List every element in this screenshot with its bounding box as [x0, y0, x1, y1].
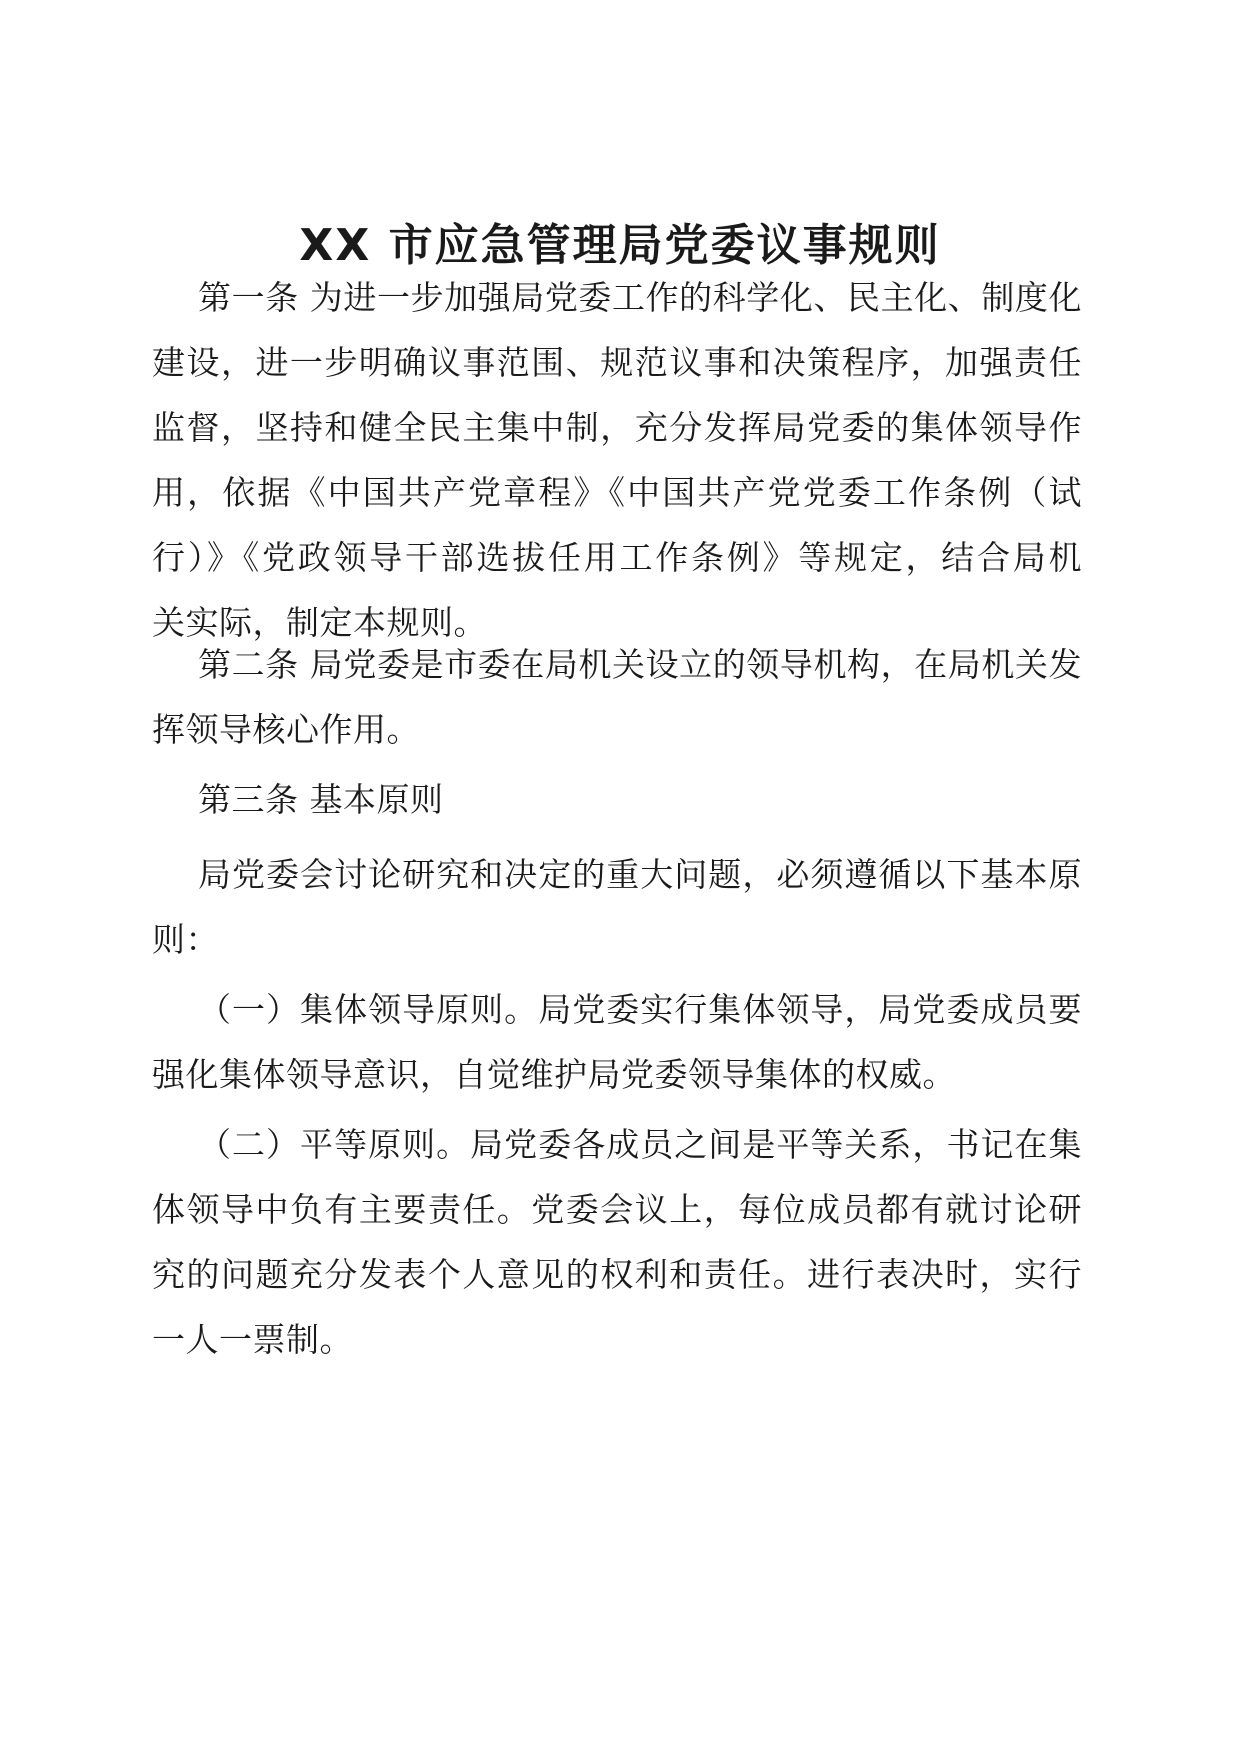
article-2-paragraph — [152, 632, 1082, 762]
article-2-line-2: 挥领导核心作用。 — [152, 710, 420, 749]
article-1-line-5: 行）》《党政领导干部选拔任用工作条例》等规定，结合局机 — [152, 538, 1082, 577]
principles-intro-paragraph — [152, 842, 1082, 972]
article-1-line-1: 第一条 为进一步加强局党委工作的科学化、民主化、制度化 — [198, 278, 1082, 317]
article-1-line-6: 关实际，制定本规则。 — [152, 603, 487, 642]
article-3-heading: 第三条 基本原则 — [198, 780, 444, 819]
principle-2-line-4: 一人一票制。 — [152, 1320, 353, 1359]
intro-line-2: 则： — [152, 920, 219, 959]
article-1-line-2: 建设，进一步明确议事范围、规范议事和决策程序，加强责任 — [152, 343, 1082, 382]
principle-1-line-1: （一）集体领导原则。局党委实行集体领导，局党委成员要 — [198, 990, 1082, 1029]
article-1-line-3: 监督，坚持和健全民主集中制，充分发挥局党委的集体领导作 — [152, 408, 1082, 447]
article-2-line-1: 第二条 局党委是市委在局机关设立的领导机构，在局机关发 — [198, 645, 1082, 684]
document-title: XX 市应急管理局党委议事规则 — [299, 220, 941, 271]
article-1-line-4: 用，依据《中国共产党章程》《中国共产党党委工作条例（试 — [152, 473, 1082, 512]
principle-2-line-3: 究的问题充分发表个人意见的权利和责任。进行表决时，实行 — [152, 1255, 1082, 1294]
principle-2-paragraph — [152, 1112, 1082, 1372]
principle-1-line-2: 强化集体领导意识，自觉维护局党委领导集体的权威。 — [152, 1055, 956, 1094]
principle-1-paragraph — [152, 977, 1082, 1107]
article-1-paragraph — [152, 265, 1082, 655]
principle-2-line-1: （二）平等原则。局党委各成员之间是平等关系，书记在集 — [198, 1125, 1082, 1164]
intro-line-1: 局党委会讨论研究和决定的重大问题，必须遵循以下基本原 — [198, 855, 1082, 894]
principle-2-line-2: 体领导中负有主要责任。党委会议上，每位成员都有就讨论研 — [152, 1190, 1082, 1229]
